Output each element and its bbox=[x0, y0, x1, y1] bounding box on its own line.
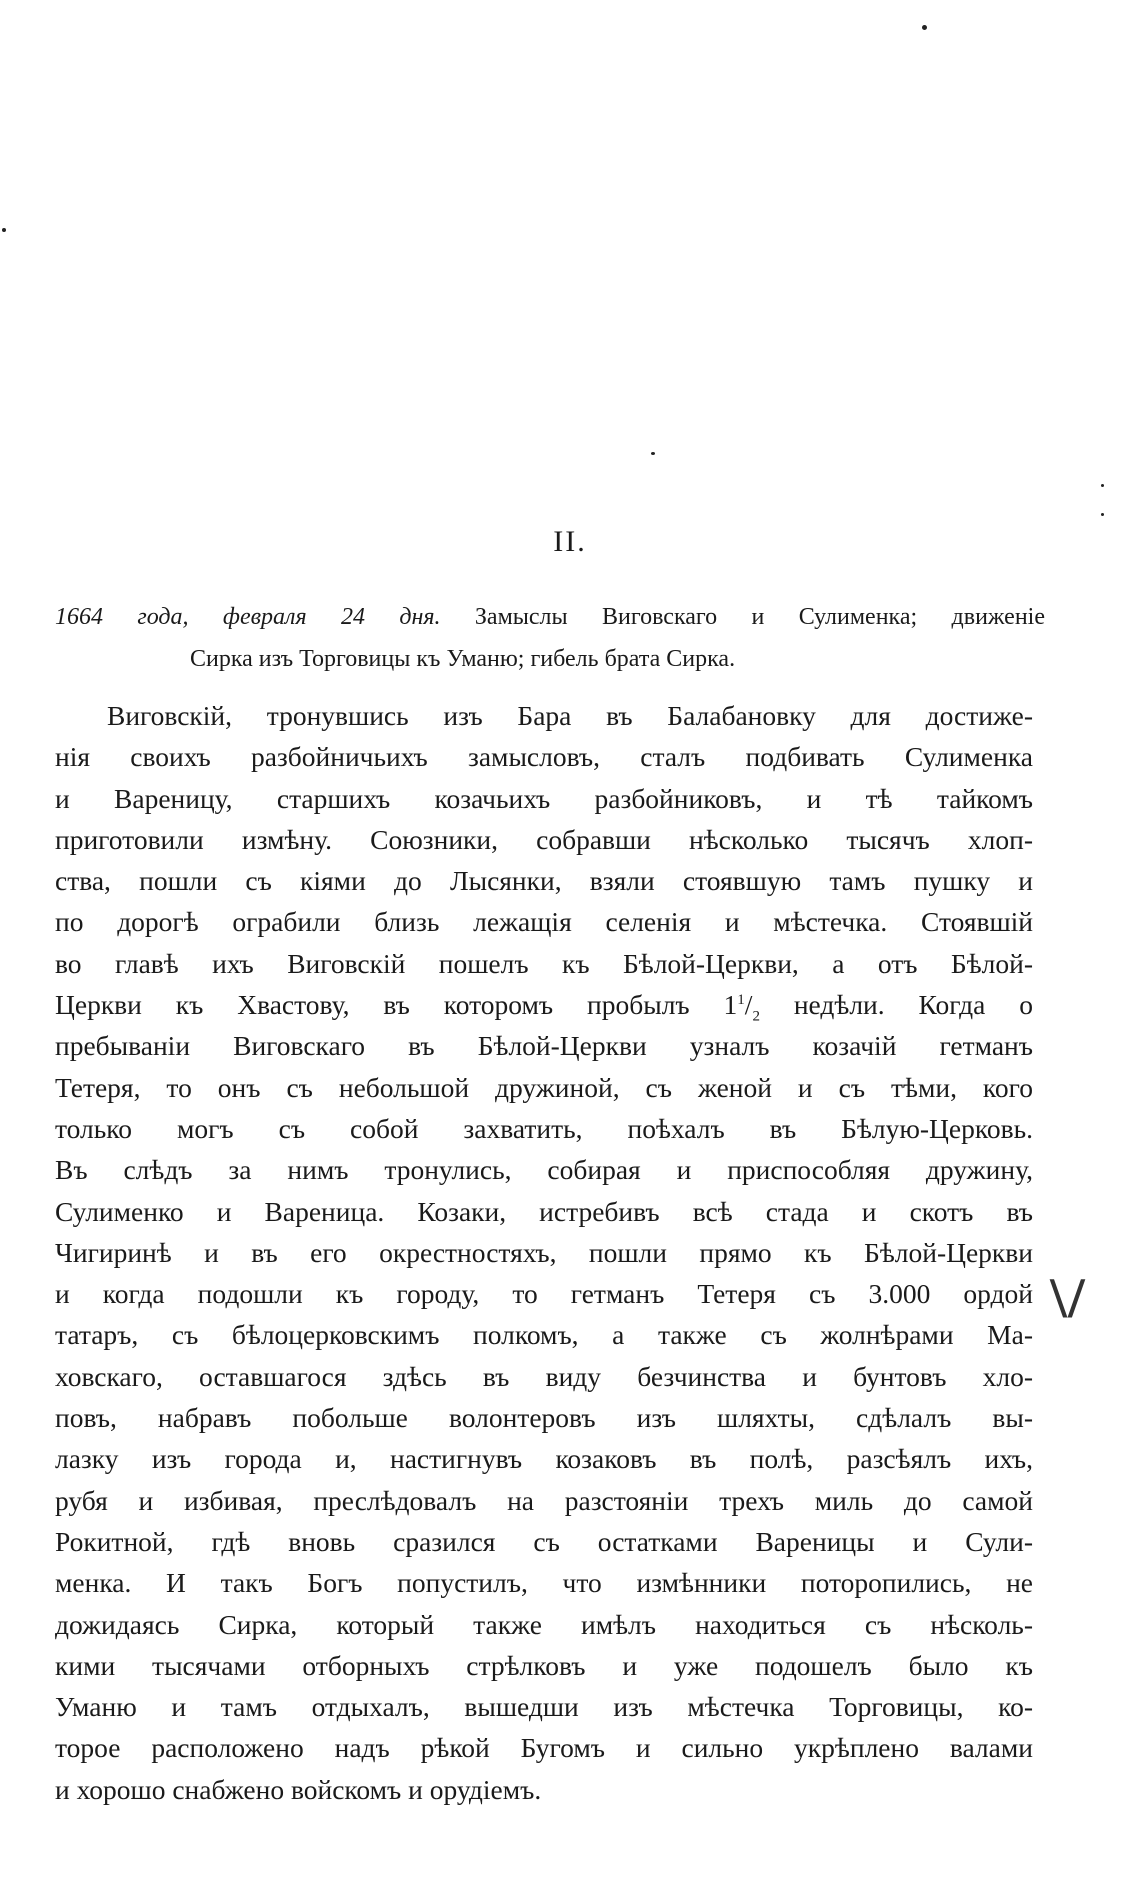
text-segment: недѣли. Когда о bbox=[793, 989, 1034, 1021]
text-line: кими тысячами отборныхъ стрѣлковъ и уже подошелъ было къ bbox=[55, 1649, 1033, 1681]
fraction: $1^1/_2$ bbox=[723, 989, 760, 1025]
text-line-with-fraction bbox=[55, 984, 1033, 1025]
chapter-summary bbox=[55, 596, 1045, 680]
handwritten-margin-mark: \/ bbox=[1049, 1270, 1086, 1324]
summary-line-1 bbox=[55, 596, 1045, 638]
text-line: пребываніи Виговскаго въ Бѣлой-Церкви узналъ козачій гетманъ bbox=[55, 1030, 1033, 1062]
summary-text: Замыслы Виговскаго и Сулименка; движеніе bbox=[474, 604, 1045, 630]
text-line: Тетеря, то онъ съ небольшой дружиной, съ женой и съ тѣми, кого bbox=[55, 1071, 1033, 1103]
text-segment: Церкви къ Хвастову, въ которомъ пробылъ bbox=[55, 989, 690, 1021]
page-speck bbox=[1101, 484, 1104, 487]
text-line: рубя и избивая, преслѣдовалъ на разстояніи трехъ миль до самой bbox=[55, 1484, 1033, 1516]
text-line: Рокитной, гдѣ вновь сразился съ остатками Вареницы и Сули- bbox=[55, 1525, 1033, 1557]
text-line: татаръ, съ бѣлоцерковскимъ полкомъ, а также съ жолнѣрами Ма- bbox=[55, 1319, 1033, 1351]
page-speck bbox=[651, 452, 655, 455]
text-line: во главѣ ихъ Виговскій пошелъ къ Бѣлой-Церкви, а отъ Бѣлой- bbox=[55, 947, 1033, 979]
text-line: Уманю и тамъ отдыхалъ, вышедши изъ мѣстечка Торговицы, ко- bbox=[55, 1691, 1033, 1723]
text-line: по дорогѣ ограбили близь лежащія селенія и мѣстечка. Стоявшій bbox=[55, 906, 1033, 938]
text-line: только могъ съ собой захватить, поѣхалъ въ Бѣлую-Церковь. bbox=[55, 1112, 1033, 1144]
page-speck bbox=[1101, 513, 1104, 516]
text-line: дожидаясь Сирка, который также имѣлъ находиться съ нѣсколь- bbox=[55, 1608, 1033, 1640]
body-paragraph bbox=[55, 695, 1033, 1810]
text-line: ховскаго, оставшагося здѣсь въ виду безчинства и бунтовъ хло- bbox=[55, 1360, 1033, 1392]
text-line: и Вареницу, старшихъ козачьихъ разбойниковъ, и тѣ тайкомъ bbox=[55, 782, 1033, 814]
page-speck bbox=[2, 228, 6, 232]
text-line: Въ слѣдъ за нимъ тронулись, собирая и приспособляя дружину, bbox=[55, 1154, 1033, 1186]
text-line: повъ, набравъ побольше волонтеровъ изъ шляхты, сдѣлалъ вы- bbox=[55, 1402, 1033, 1434]
summary-date: 1664 года, февраля 24 дня. bbox=[55, 604, 441, 630]
text-line: Виговскій, тронувшись изъ Бара въ Балабановку для достиже- bbox=[107, 700, 1033, 731]
text-line: торое расположено надъ рѣкой Бугомъ и сильно укрѣплено валами bbox=[55, 1732, 1033, 1764]
text-line: Сулименко и Вареница. Козаки, истребивъ всѣ стада и скотъ въ bbox=[55, 1195, 1033, 1227]
text-line: лазку изъ города и, настигнувъ козаковъ въ полѣ, разсѣялъ ихъ, bbox=[55, 1443, 1033, 1475]
text-line: и хорошо снабжено войскомъ и орудіемъ. bbox=[55, 1773, 542, 1805]
text-line: Чигиринѣ и въ его окрестностяхъ, пошли прямо къ Бѣлой-Церкви bbox=[55, 1236, 1033, 1268]
text-line: нія своихъ разбойничьихъ замысловъ, сталъ подбивать Сулименка bbox=[55, 741, 1033, 773]
page-speck bbox=[922, 25, 927, 30]
text-line: и когда подошли къ городу, то гетманъ Тетеря съ 3.000 ордой bbox=[55, 1278, 1033, 1310]
chapter-number: II. bbox=[553, 525, 587, 558]
summary-line-2: Сирка изъ Торговицы къ Уманю; гибель брата Сирка. bbox=[190, 646, 736, 672]
text-line: приготовили измѣну. Союзники, собравши нѣсколько тысячъ хлоп- bbox=[55, 823, 1033, 855]
text-line: ства, пошли съ кіями до Лысянки, взяли стоявшую тамъ пушку и bbox=[55, 865, 1033, 897]
text-line: менка. И такъ Богъ попустилъ, что измѣнники поторопились, не bbox=[55, 1567, 1033, 1599]
